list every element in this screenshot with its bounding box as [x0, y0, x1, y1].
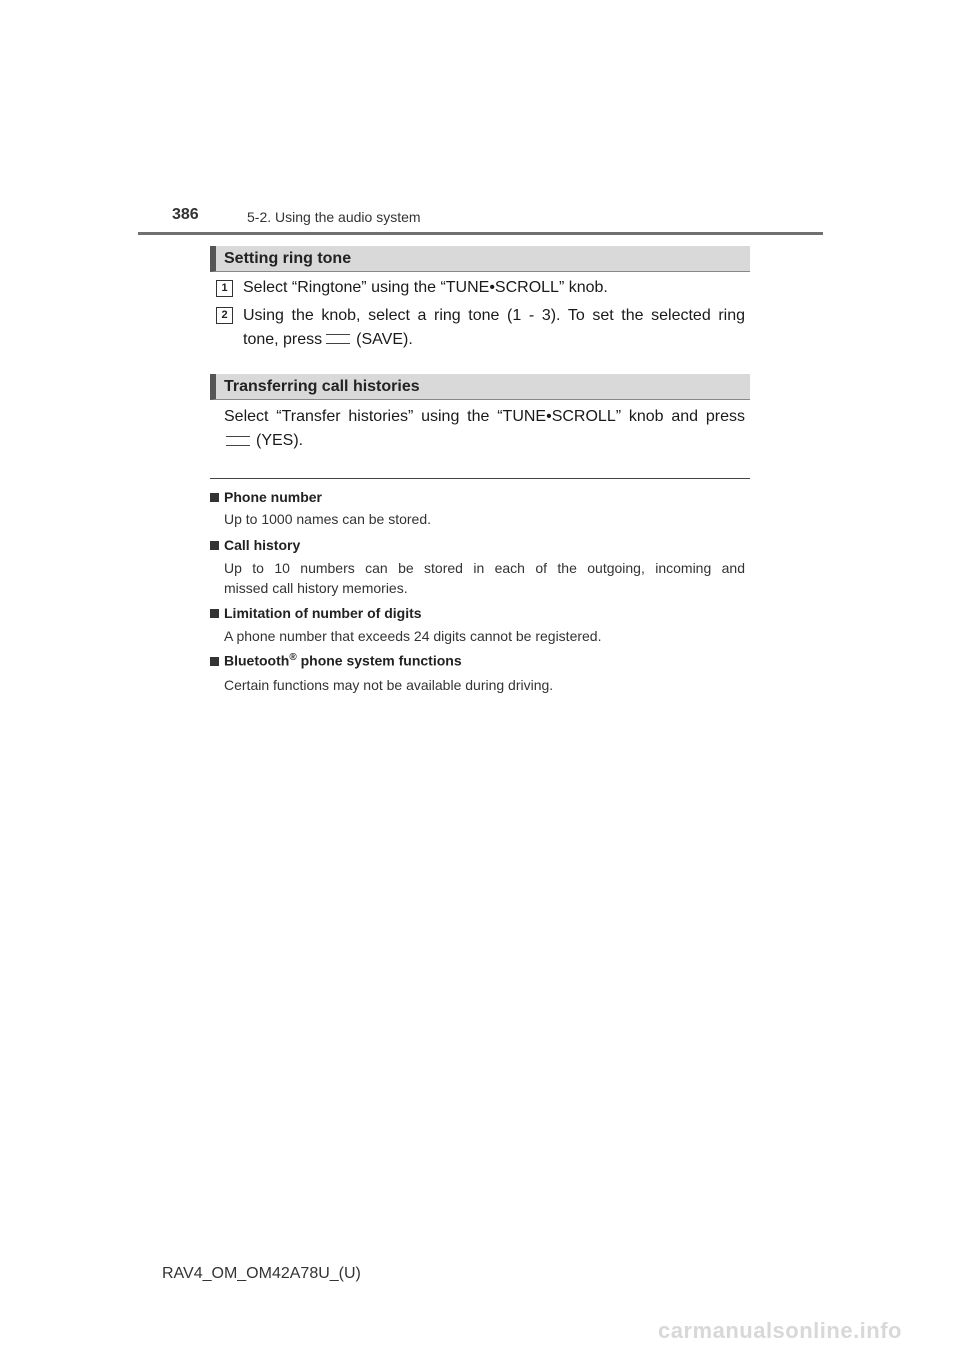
yes-button-icon: [226, 436, 250, 446]
note-text-digits: A phone number that exceeds 24 digits cannot be registered.: [224, 628, 602, 644]
note-text-call-history-1: Up to 10 numbers can be stored in each of the outgoing, incoming and: [224, 560, 745, 576]
step-number-2: 2: [216, 307, 233, 324]
bullet-square-icon: [210, 657, 219, 666]
transfer-line-2: (YES).: [256, 432, 304, 449]
step-2-line-2: [243, 328, 745, 352]
header-rule: [138, 232, 823, 235]
section-heading-call-histories: [210, 374, 750, 400]
step-2-line-1: Using the knob, select a ring tone (1 - 3). To set the selected ring: [243, 307, 745, 324]
step-number-1: 1: [216, 280, 233, 297]
note-text-call-history-2: missed call history memories.: [224, 580, 408, 596]
section-title: Setting ring tone: [224, 250, 352, 267]
page-number: 386: [172, 206, 199, 223]
document-code: RAV4_OM_OM42A78U_(U): [162, 1265, 361, 1282]
divider: [210, 478, 750, 479]
bullet-square-icon: [210, 541, 219, 550]
note-heading-bluetooth: Bluetooth® phone system functions: [210, 652, 462, 669]
save-button-icon: [326, 334, 350, 344]
note-text-bluetooth: Certain functions may not be available during driving.: [224, 677, 554, 693]
step-2-line-2b: (SAVE).: [356, 331, 413, 348]
transfer-line-1: Select “Transfer histories” using the “TUNE•SCROLL” knob and press: [224, 408, 745, 425]
registered-mark: ®: [289, 652, 297, 663]
bullet-square-icon: [210, 493, 219, 502]
note-heading-call-history: Call history: [210, 537, 300, 553]
note-heading-digits: Limitation of number of digits: [210, 605, 422, 621]
chapter-title: 5-2. Using the audio system: [247, 209, 421, 225]
section-title: Transferring call histories: [224, 378, 420, 395]
step-2-line-2a: tone, press: [243, 331, 323, 348]
note-text-phone-number: Up to 1000 names can be stored.: [224, 511, 432, 527]
step-1-text: Select “Ringtone” using the “TUNE•SCROLL” knob.: [243, 279, 608, 296]
bullet-square-icon: [210, 609, 219, 618]
watermark: carmanualsonline.info: [658, 1318, 902, 1343]
section-heading-ring-tone: [210, 246, 750, 272]
note-heading-phone-number: Phone number: [210, 489, 322, 505]
